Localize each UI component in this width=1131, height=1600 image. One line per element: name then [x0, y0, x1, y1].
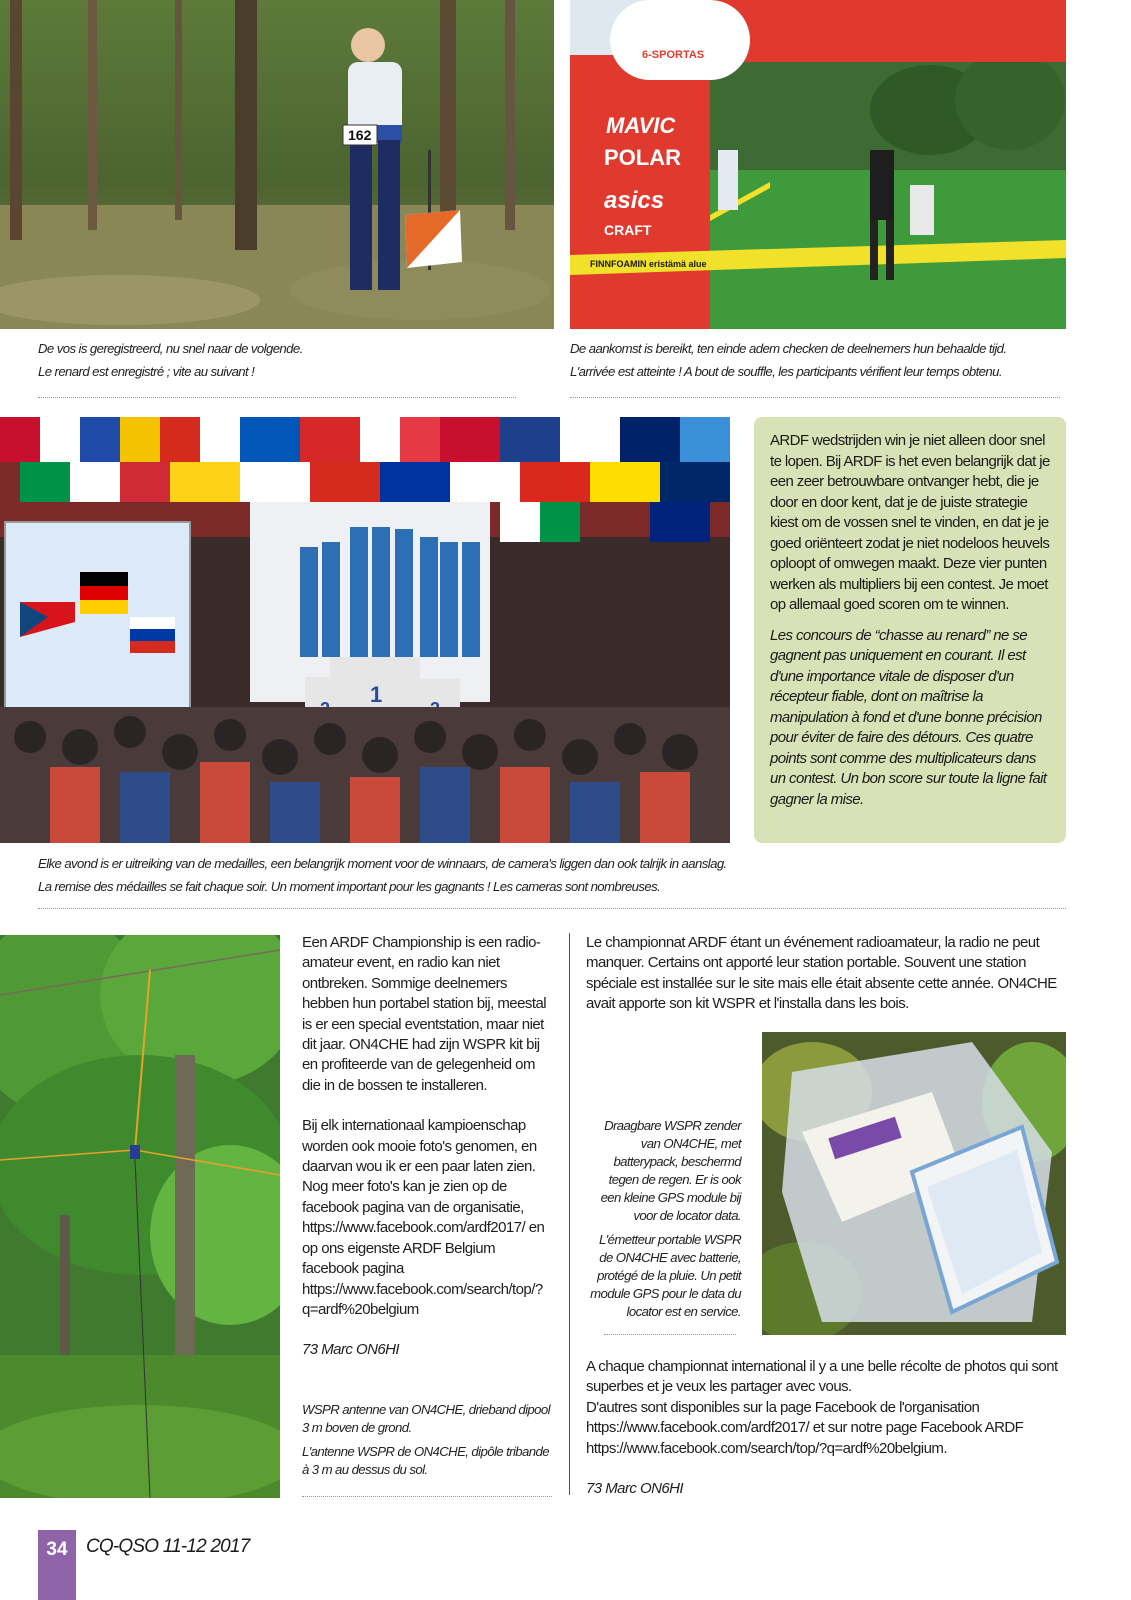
arch-brand-mavic: MAVIC	[606, 113, 676, 138]
photo-finish-arch	[570, 0, 1066, 329]
caption-wspr-fr: L'émetteur portable WSPR de ON4CHE avec batterie, protégé de la pluie. Un petit module GPS pour le data du locator est en service.	[590, 1232, 741, 1319]
caption-arrival-fr: L'arrivée est atteinte ! A bout de souffle, les participants vérifient leur temps obtenu.	[570, 364, 1002, 379]
photo-antenna-trees	[0, 935, 280, 1498]
article-dutch	[302, 933, 555, 1373]
divider	[570, 397, 1060, 398]
photo-forest-runner	[0, 0, 554, 329]
arch-brand-polar: POLAR	[604, 145, 681, 170]
arch-brand-craft: CRAFT	[604, 222, 652, 238]
caption-wspr	[586, 1117, 741, 1321]
caption-antenna-nl: WSPR antenne van ON4CHE, drieband dipool 3 m boven de grond.	[302, 1402, 550, 1435]
article-french-intro	[586, 933, 1066, 1027]
article-fr-paragraph-2: A chaque championnat international il y a une belle récolte de photos qui sont superbes et je veux les partager avec vous. D'autres sont disponibles sur la page Facebook de l'organisation https://www.facebook.com/ardf2017/ et sur notre page Facebook ARDF https://www.facebook.com/search/top/?q=ardf%20belgium.	[586, 1358, 1058, 1457]
podium-first: 1	[370, 682, 383, 707]
photo-medal-ceremony	[0, 417, 730, 843]
sidebar-box-ardf	[754, 417, 1066, 843]
sidebox-text-fr: Les concours de “chasse au renard” ne se gagnent pas uniquement en courant. Il est d'une importance vitale de disposer d'un récepteur fiable, dont on maîtrise la manipulation à fond et d'une bonne précision pour éviter de faire des détours. Ces quatre points sont comme des multiplicateurs dans un contest. Un bon score sur toute la ligne fait gagner la mise.	[770, 626, 1047, 808]
bib-number: 162	[348, 127, 372, 143]
caption-antenna	[302, 1401, 555, 1479]
divider	[38, 397, 516, 398]
divider	[38, 908, 1066, 909]
divider	[604, 1334, 736, 1335]
photo-wspr-transmitter	[762, 1032, 1066, 1335]
arch-brand-top: 6-SPORTAS	[642, 49, 705, 61]
caption-fox-registered-fr: Le renard est enregistré ; vite au suivant !	[38, 364, 255, 379]
caption-wspr-nl: Draagbare WSPR zender van ON4CHE, met batterypack, beschermd tegen de regen. Er is ook een kleine GPS module bij voor de locator data.	[600, 1118, 741, 1223]
divider	[302, 1496, 552, 1497]
column-separator	[569, 933, 570, 1495]
sidebox-text-nl: ARDF wedstrijden win je niet alleen door snel te lopen. Bij ARDF is het even belangrijk dat je een zeer betrouwbare ontvanger hebt, die je door en door kent, dat je de juiste strategie kiest om de vossen snel te vinden, en dat je je goed oriënteert zodat je niet nodeloos heuvels oploopt of omwegen maakt. Deze vier punten werken als multipliers bij een contest. Je moet op allemaal goed scoren om te winnen.	[770, 432, 1050, 613]
article-fr-paragraph-1: Le championnat ARDF étant un événement radioamateur, la radio ne peut manquer. Certains ont apporté leur station portable. Souvent une station spéciale est installée sur le site mais elle était absente cette année. ON4CHE avait apporte son kit WSPR et l'installa dans les bois.	[586, 934, 1057, 1013]
article-french-photos	[586, 1357, 1066, 1511]
arch-tape-text: FINNFOAMIN eristämä alue	[590, 259, 707, 269]
caption-ceremony-nl: Elke avond is er uitreiking van de medailles, een belangrijk moment voor de winnaars, de camera's liggen dan ook talrijk in aanslag.	[38, 856, 727, 871]
article-fr-signature: 73 Marc ON6HI	[586, 1480, 684, 1498]
caption-arrival	[570, 337, 1066, 383]
article-nl-paragraph-1: Een ARDF Championship is een radio-amateur event, en radio kan niet ontbreken. Sommige deelnemers hebben hun portabel station bij, meestal is er een special eventstation, maar niet dit jaar. ON4CHE had zijn WSPR kit bij en profiteerde van de gelegenheid om die in de bossen te installeren.	[302, 934, 547, 1094]
caption-ceremony-fr: La remise des médailles se fait chaque soir. Un moment important pour les gagnants ! Les cameras sont nombreuses.	[38, 879, 661, 894]
article-nl-paragraph-2: Bij elk internationaal kampioenschap worden ook mooie foto's genomen, en daarvan wou ik er een paar laten zien. Nog meer foto's kan je zien op de facebook pagina van de organisatie, https://www.facebook.com/ardf2017/ en op ons eigenste ARDF Belgium facebook pagina https://www.facebook.com/search/top/?q=ardf%20belgium	[302, 1117, 545, 1318]
caption-arrival-nl: De aankomst is bereikt, ten einde adem checken de deelnemers hun behaalde tijd.	[570, 341, 1007, 356]
magazine-issue: CQ-QSO 11-12 2017	[86, 1536, 250, 1557]
article-nl-signature: 73 Marc ON6HI	[302, 1341, 400, 1359]
caption-ceremony	[38, 852, 1066, 898]
caption-fox-registered	[38, 337, 518, 383]
caption-fox-registered-nl: De vos is geregistreerd, nu snel naar de volgende.	[38, 341, 303, 356]
arch-brand-asics: asics	[604, 187, 665, 214]
caption-antenna-fr: L'antenne WSPR de ON4CHE, dipôle tribande à 3 m au dessus du sol.	[302, 1444, 549, 1477]
page-number: 34	[38, 1530, 76, 1600]
